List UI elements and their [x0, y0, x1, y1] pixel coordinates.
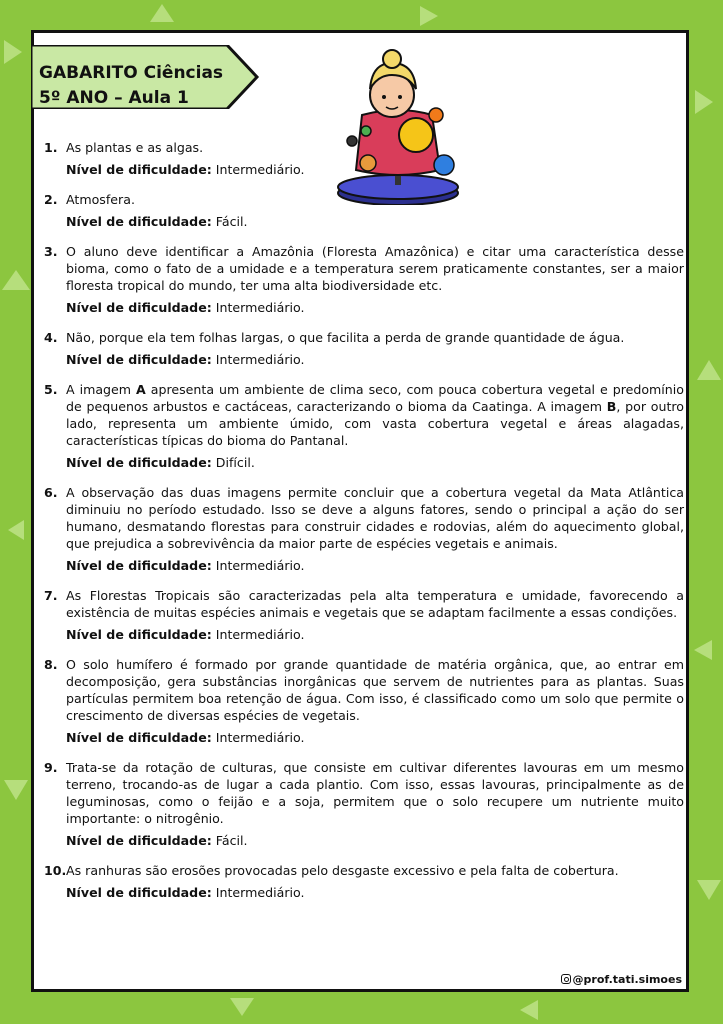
image-b-label: B	[606, 399, 617, 414]
answer-list	[44, 139, 684, 914]
answer-text: A observação das duas imagens permite concluir que a cobertura vegetal da Mata Atlântica diminuiu no período estudado. Isso se deve a alguns fatores, sendo o principal a ação do ser humano, desmatando florestas para construir cidades e rodovias, além do aquecimento global, que prejudica a sobrevivência da maior parte de espécies vegetais e animais.	[66, 485, 684, 551]
difficulty-label: Nível de dificuldade:	[66, 558, 212, 573]
answer-text: Não, porque ela tem folhas largas, o que facilita a perda de grande quantidade de água.	[66, 330, 625, 345]
answer-item	[44, 139, 684, 178]
difficulty-line	[66, 213, 684, 230]
difficulty-label: Nível de dificuldade:	[66, 833, 212, 848]
difficulty-value: Intermediário.	[215, 300, 305, 315]
difficulty-value: Intermediário.	[215, 885, 305, 900]
answer-number: 6.	[44, 485, 58, 500]
difficulty-label: Nível de dificuldade:	[66, 162, 212, 177]
answer-item	[44, 587, 684, 643]
bg-triangle	[8, 520, 24, 540]
answer-number: 2.	[44, 192, 58, 207]
answer-number: 4.	[44, 330, 58, 345]
answer-text: O aluno deve identificar a Amazônia (Floresta Amazônica) e citar uma característica desse bioma, como o fato de a umidade e a temperatura serem praticamente constantes, ser a maior floresta tropical do mundo, ter uma alta biodiversidade etc.	[66, 244, 684, 293]
answer-item	[44, 484, 684, 574]
bg-triangle	[697, 360, 721, 380]
difficulty-value: Intermediário.	[215, 627, 305, 642]
image-a-label: A	[136, 382, 146, 397]
title-line-1: GABARITO Ciências	[39, 63, 224, 83]
bg-triangle	[150, 4, 174, 22]
answer-text	[66, 381, 684, 449]
answer-text-part: apresenta um ambiente de clima seco, com pouca cobertura vegetal e predomínio de pequenos arbustos e cactáceas, caracterizando o bioma da Caatinga. A imagem	[66, 382, 684, 414]
difficulty-label: Nível de dificuldade:	[66, 214, 212, 229]
difficulty-label: Nível de dificuldade:	[66, 300, 212, 315]
bg-triangle	[697, 880, 721, 900]
author-credit	[561, 973, 682, 986]
difficulty-line	[66, 454, 684, 471]
answer-text-part: A imagem	[66, 382, 137, 397]
bg-triangle	[695, 90, 713, 114]
difficulty-label: Nível de dificuldade:	[66, 352, 212, 367]
bg-triangle	[420, 6, 438, 26]
answer-number: 8.	[44, 657, 58, 672]
answer-number: 7.	[44, 588, 58, 603]
answer-number: 9.	[44, 760, 58, 775]
difficulty-line	[66, 557, 684, 574]
answer-item	[44, 381, 684, 471]
difficulty-value: Intermediário.	[215, 730, 305, 745]
answer-number: 1.	[44, 140, 58, 155]
answer-number: 5.	[44, 382, 58, 397]
difficulty-value: Intermediário.	[215, 352, 305, 367]
answer-number: 3.	[44, 244, 58, 259]
answer-item	[44, 759, 684, 849]
answer-sheet	[31, 30, 689, 992]
difficulty-value: Intermediário.	[215, 162, 305, 177]
answer-number: 10.	[44, 863, 67, 878]
answer-item	[44, 329, 684, 368]
answer-text: Trata-se da rotação de culturas, que consiste em cultivar diferentes lavouras em um mesmo terreno, trocando-as de lugar a cada plantio. Com isso, essas lavouras, principalmente as de leguminosas, como o feijão e a soja, permitem que o solo recupere um nutriente muito importante: o nitrogênio.	[66, 760, 684, 826]
answer-text: As Florestas Tropicais são caracterizadas pela alta temperatura e umidade, favorecendo a existência de muitas espécies animais e vegetais que se adaptam facilmente a essas condições.	[66, 588, 684, 620]
difficulty-value: Fácil.	[215, 833, 248, 848]
answer-item	[44, 862, 684, 901]
difficulty-label: Nível de dificuldade:	[66, 730, 212, 745]
difficulty-line	[66, 832, 684, 849]
title-line-2: 5º ANO – Aula 1	[39, 88, 189, 108]
instagram-icon	[561, 974, 571, 984]
bg-triangle	[694, 640, 712, 660]
page-title	[39, 61, 223, 111]
answer-text: As ranhuras são erosões provocadas pelo desgaste excessivo e pela falta de cobertura.	[66, 863, 619, 878]
answer-text: O solo humífero é formado por grande quantidade de matéria orgânica, que, ao entrar em decomposição, gera substâncias inorgânicas que servem de nutrientes para as plantas. Suas partículas permitem boa retenção de água. Com isso, é classificado como um solo que permite o crescimento de diversas espécies de vegetais.	[66, 657, 684, 723]
answer-item	[44, 656, 684, 746]
difficulty-label: Nível de dificuldade:	[66, 627, 212, 642]
difficulty-label: Nível de dificuldade:	[66, 455, 212, 470]
bg-triangle	[230, 998, 254, 1016]
answer-item	[44, 191, 684, 230]
bg-triangle	[2, 270, 30, 290]
answer-text-part: , por outro lado, representa um ambiente úmido, com vasta cobertura vegetal e áreas alagadas, características típicas do bioma do Pantanal.	[66, 399, 684, 448]
difficulty-line	[66, 729, 684, 746]
bg-triangle	[4, 780, 28, 800]
author-handle: @prof.tati.simoes	[572, 973, 682, 986]
answer-text: As plantas e as algas.	[66, 140, 204, 155]
difficulty-line	[66, 351, 684, 368]
difficulty-line	[66, 626, 684, 643]
title-tag	[31, 45, 261, 109]
difficulty-value: Fácil.	[215, 214, 248, 229]
answer-text: Atmosfera.	[66, 192, 135, 207]
difficulty-label: Nível de dificuldade:	[66, 885, 212, 900]
bg-triangle	[520, 1000, 538, 1020]
difficulty-value: Intermediário.	[215, 558, 305, 573]
difficulty-line	[66, 161, 684, 178]
answer-item	[44, 243, 684, 316]
bg-triangle	[4, 40, 22, 64]
difficulty-line	[66, 299, 684, 316]
difficulty-line	[66, 884, 684, 901]
difficulty-value: Difícil.	[215, 455, 255, 470]
